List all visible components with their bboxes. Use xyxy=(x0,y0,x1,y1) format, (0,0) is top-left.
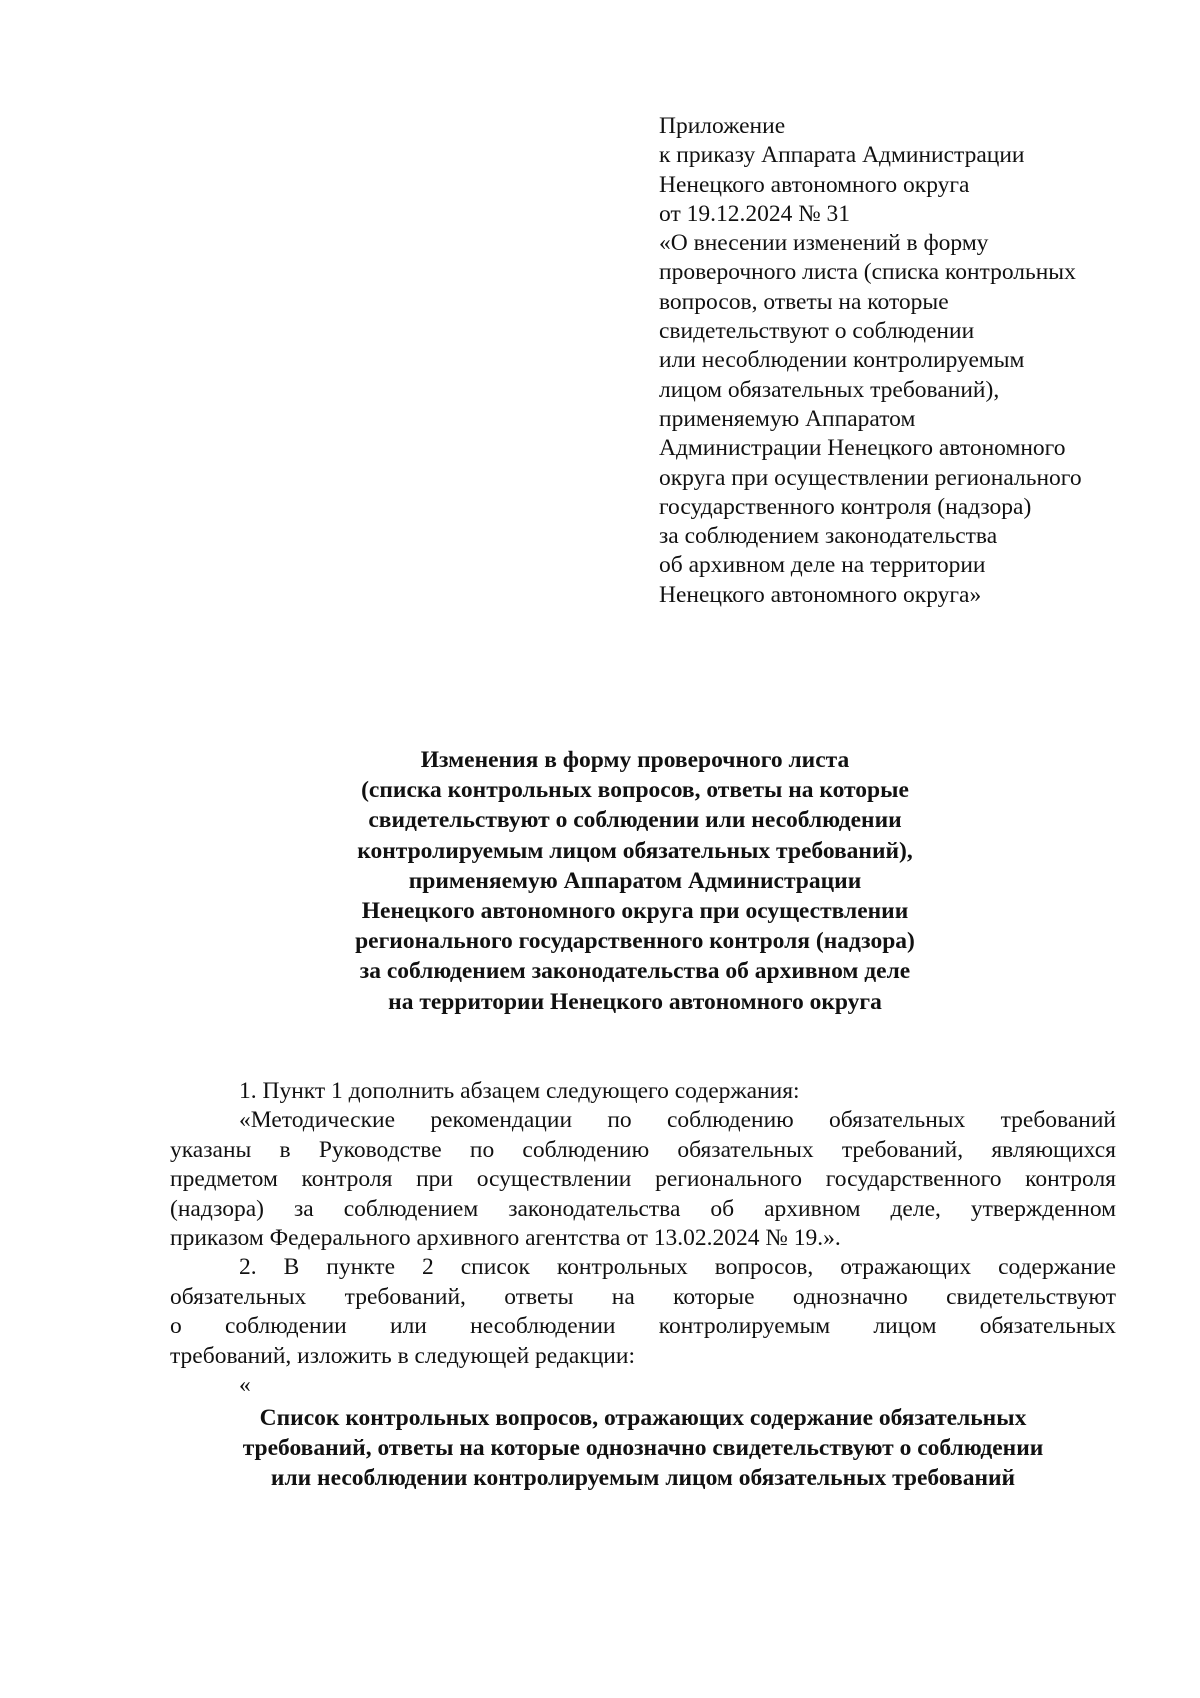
appendix-line: Приложение xyxy=(659,113,786,139)
title-line: контролируемым лицом обязательных требований), xyxy=(357,837,913,864)
paragraph-2 xyxy=(170,1106,1116,1253)
section-subtitle xyxy=(170,1403,1116,1494)
title-line: на территории Ненецкого автономного округа xyxy=(388,988,882,1015)
body-text xyxy=(170,1077,1116,1400)
title-line: применяемую Аппаратом Администрации xyxy=(408,867,862,894)
paragraph-line: указаны в Руководстве по соблюдению обязательных требований, являющихся xyxy=(170,1136,1116,1163)
opening-quote-mark: « xyxy=(239,1372,251,1399)
paragraph-line: предметом контроля при осуществлении регионального государственного контроля xyxy=(170,1166,1116,1193)
appendix-line: Ненецкого автономного округа» xyxy=(659,581,982,608)
title-line: (списка контрольных вопросов, ответы на которые xyxy=(361,777,909,804)
paragraph-line: 1. Пункт 1 дополнить абзацем следующего содержания: xyxy=(239,1078,800,1104)
paragraph-line: обязательных требований, ответы на которые однозначно свидетельствуют xyxy=(170,1283,1116,1310)
paragraph-1 xyxy=(170,1077,1116,1106)
paragraph-line: «Методические рекомендации по соблюдению обязательных требований xyxy=(239,1107,1116,1134)
subtitle-line: или несоблюдении контролируемым лицом обязательных требований xyxy=(270,1465,1016,1492)
subtitle-line: требований, ответы на которые однозначно свидетельствуют о соблюдении xyxy=(242,1435,1044,1462)
appendix-line: государственного контроля (надзора) xyxy=(659,493,1032,520)
document-title xyxy=(170,745,1100,1017)
appendix-line: к приказу Аппарата Администрации xyxy=(659,142,1025,169)
appendix-line: округа при осуществлении регионального xyxy=(659,464,1082,491)
appendix-line: свидетельствуют о соблюдении xyxy=(659,318,975,345)
appendix-line: или несоблюдении контролируемым xyxy=(659,347,1025,374)
paragraph-line: приказом Федерального архивного агентства от 13.02.2024 № 19.». xyxy=(170,1225,841,1252)
appendix-line: Ненецкого автономного округа xyxy=(659,171,970,198)
appendix-line: от 19.12.2024 № 31 xyxy=(659,200,851,227)
appendix-line: Администрации Ненецкого автономного xyxy=(659,435,1066,462)
title-line: Ненецкого автономного округа при осуществлении xyxy=(361,898,909,925)
appendix-block xyxy=(659,112,1159,610)
subtitle-line: Список контрольных вопросов, отражающих содержание обязательных xyxy=(259,1405,1027,1431)
appendix-line: за соблюдением законодательства xyxy=(659,523,998,550)
appendix-line: об архивном деле на территории xyxy=(659,552,986,579)
paragraph-line: требований, изложить в следующей редакции: xyxy=(170,1342,635,1369)
paragraph-3 xyxy=(170,1253,1116,1371)
appendix-line: «О внесении изменений в форму xyxy=(659,230,989,257)
appendix-line: применяемую Аппаратом xyxy=(659,405,916,432)
title-line: регионального государственного контроля (надзора) xyxy=(355,928,915,955)
paragraph-line: (надзора) за соблюдением законодательства об архивном деле, утвержденном xyxy=(170,1195,1116,1222)
title-line: свидетельствуют о соблюдении или несоблюдении xyxy=(368,807,902,834)
paragraph-line: о соблюдении или несоблюдении контролируемым лицом обязательных xyxy=(170,1313,1116,1340)
title-line: за соблюдением законодательства об архивном деле xyxy=(359,958,911,985)
paragraph-line: 2. В пункте 2 список контрольных вопросов, отражающих содержание xyxy=(239,1254,1116,1281)
appendix-line: лицом обязательных требований), xyxy=(659,376,1000,403)
appendix-line: проверочного листа (списка контрольных xyxy=(659,259,1076,286)
appendix-line: вопросов, ответы на которые xyxy=(659,288,949,315)
title-line: Изменения в форму проверочного листа xyxy=(420,747,850,773)
